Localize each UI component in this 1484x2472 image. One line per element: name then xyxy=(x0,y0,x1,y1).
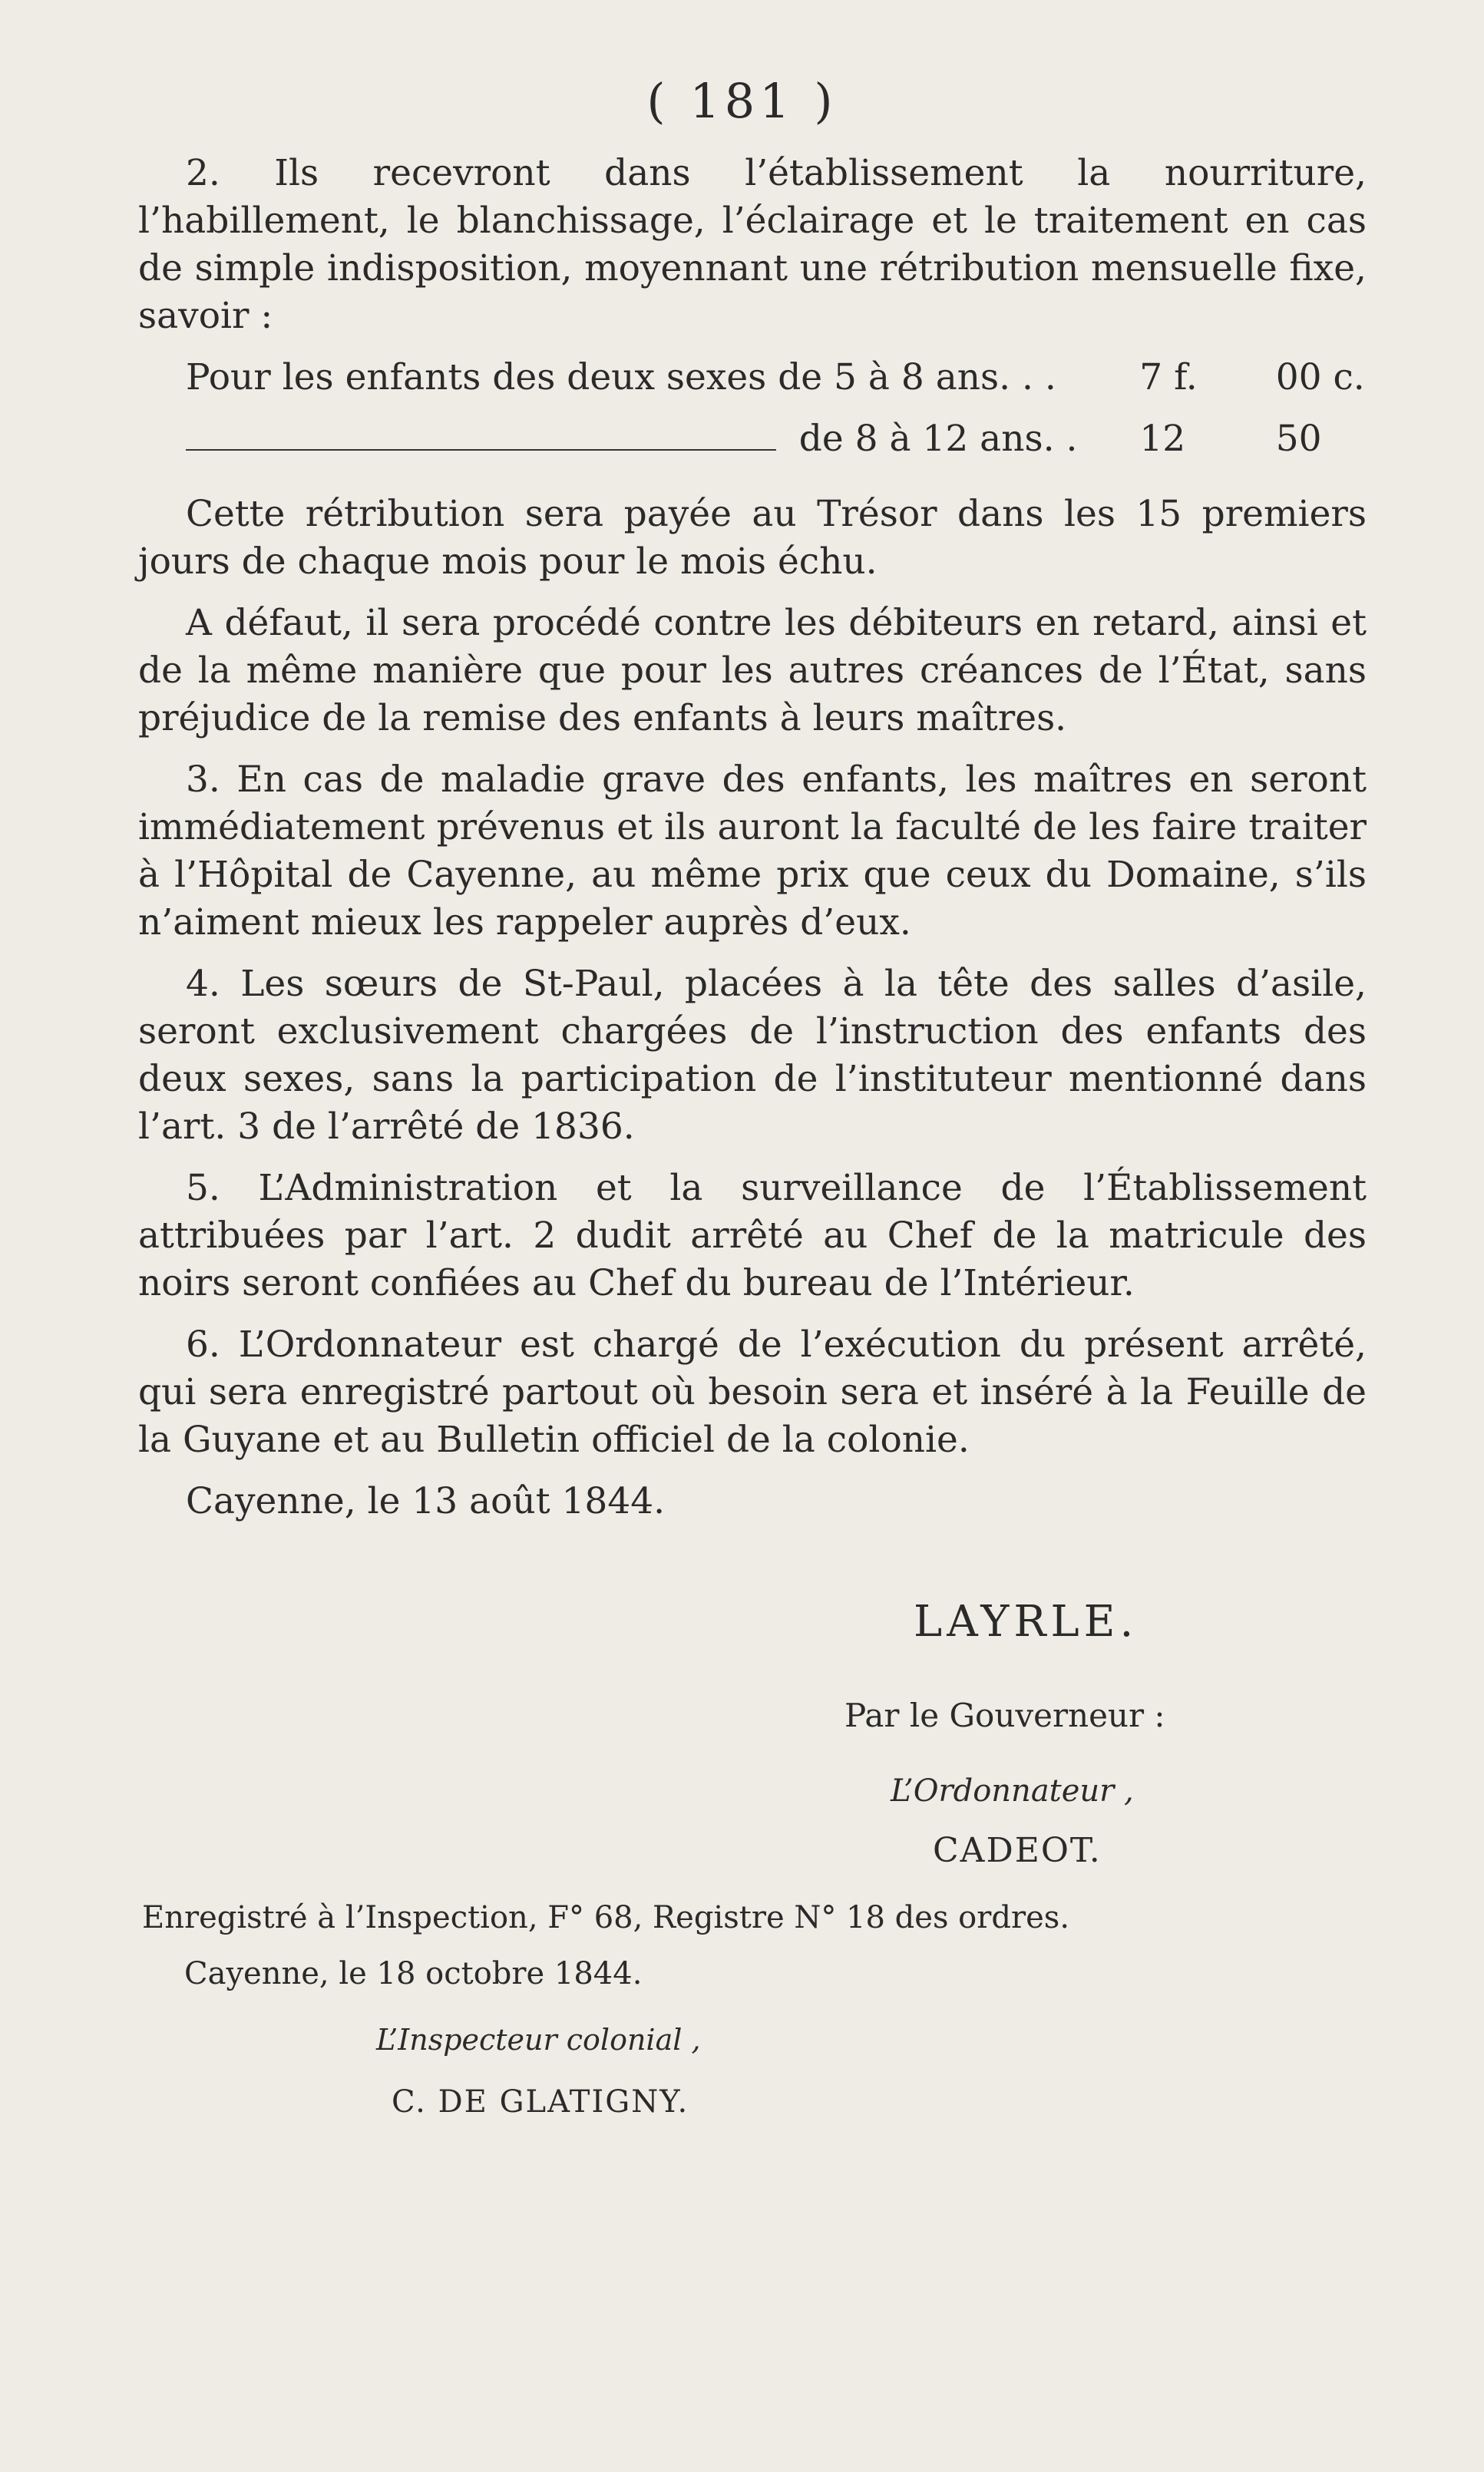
ordonnateur-title: L’Ordonnateur , xyxy=(891,1773,1134,1809)
article-4: 4. Les sœurs de St-Paul, placées à la tête des salles d’asile, seront exclusivement chargées de l’instruction des enfants des deux sexes, sans la participation de l’instituteur mentionné dans l’art. 3 de l’arrêté de 1836. xyxy=(138,963,1367,1148)
article-body xyxy=(138,150,1367,1539)
rate-francs-8-12: 12 xyxy=(1139,418,1186,460)
date-line: Cayenne, le 13 août 1844. xyxy=(186,1480,666,1522)
rate-label-8-12: de 8 à 12 ans. . xyxy=(798,418,1078,460)
inspecteur-name: C. DE GLATIGNY. xyxy=(392,2084,689,2120)
article-2: 2. Ils recevront dans l’établissement la nourriture, l’habillement, le blanchissage, l’éclairage et le traitement en cas de simple indisposition, moyennant une rétribution mensuelle fixe, savoir : xyxy=(138,152,1367,337)
paragraph-defaut: A défaut, il sera procédé contre les débiteurs en retard, ainsi et de la même manière que pour les autres créances de l’État, sans préjudice de la remise des enfants à leurs maîtres. xyxy=(138,602,1367,739)
article-5: 5. L’Administration et la surveillance de l’Établissement attribuées par l’art. 2 dudit arrêté au Chef de la matricule des noirs seront confiées au Chef du bureau de l’Intérieur. xyxy=(138,1167,1367,1304)
article-3: 3. En cas de maladie grave des enfants, les maîtres en seront immédiatement prévenus et ils auront la faculté de les faire traiter à l’Hôpital de Cayenne, au même prix que ceux du Domaine, s’ils n’aiment mieux les rappeler auprès d’eux. xyxy=(138,758,1367,944)
article-6: 6. L’Ordonnateur est chargé de l’exécution du présent arrêté, qui sera enregistré partout où besoin sera et inséré à la Feuille de la Guyane et au Bulletin officiel de la colonie. xyxy=(138,1324,1367,1461)
par-le-gouverneur: Par le Gouverneur : xyxy=(844,1697,1165,1734)
rate-row-5-8 xyxy=(186,354,1367,415)
inspecteur-title: L’Inspecteur colonial , xyxy=(376,2023,701,2057)
rate-centimes-5-8: 00 c. xyxy=(1275,356,1365,398)
rate-centimes-8-12: 50 xyxy=(1275,418,1322,460)
rate-row-8-12 xyxy=(186,415,1367,477)
registration-line: Enregistré à l’Inspection, F° 68, Registre N° 18 des ordres. xyxy=(142,1900,1070,1935)
page-number: ( 181 ) xyxy=(646,73,838,129)
registration-date: Cayenne, le 18 octobre 1844. xyxy=(184,1956,643,1991)
ditto-line xyxy=(186,426,776,451)
rate-label-5-8: Pour les enfants des deux sexes de 5 à 8 ans. . . xyxy=(186,356,1056,398)
ordonnateur-name: CADEOT. xyxy=(933,1831,1102,1870)
paragraph-retribution: Cette rétribution sera payée au Trésor dans les 15 premiers jours de chaque mois pour le mois échu. xyxy=(138,493,1367,583)
rate-francs-5-8: 7 f. xyxy=(1139,356,1198,398)
rates-table xyxy=(186,354,1367,477)
governor-signature: LAYRLE. xyxy=(914,1597,1139,1647)
